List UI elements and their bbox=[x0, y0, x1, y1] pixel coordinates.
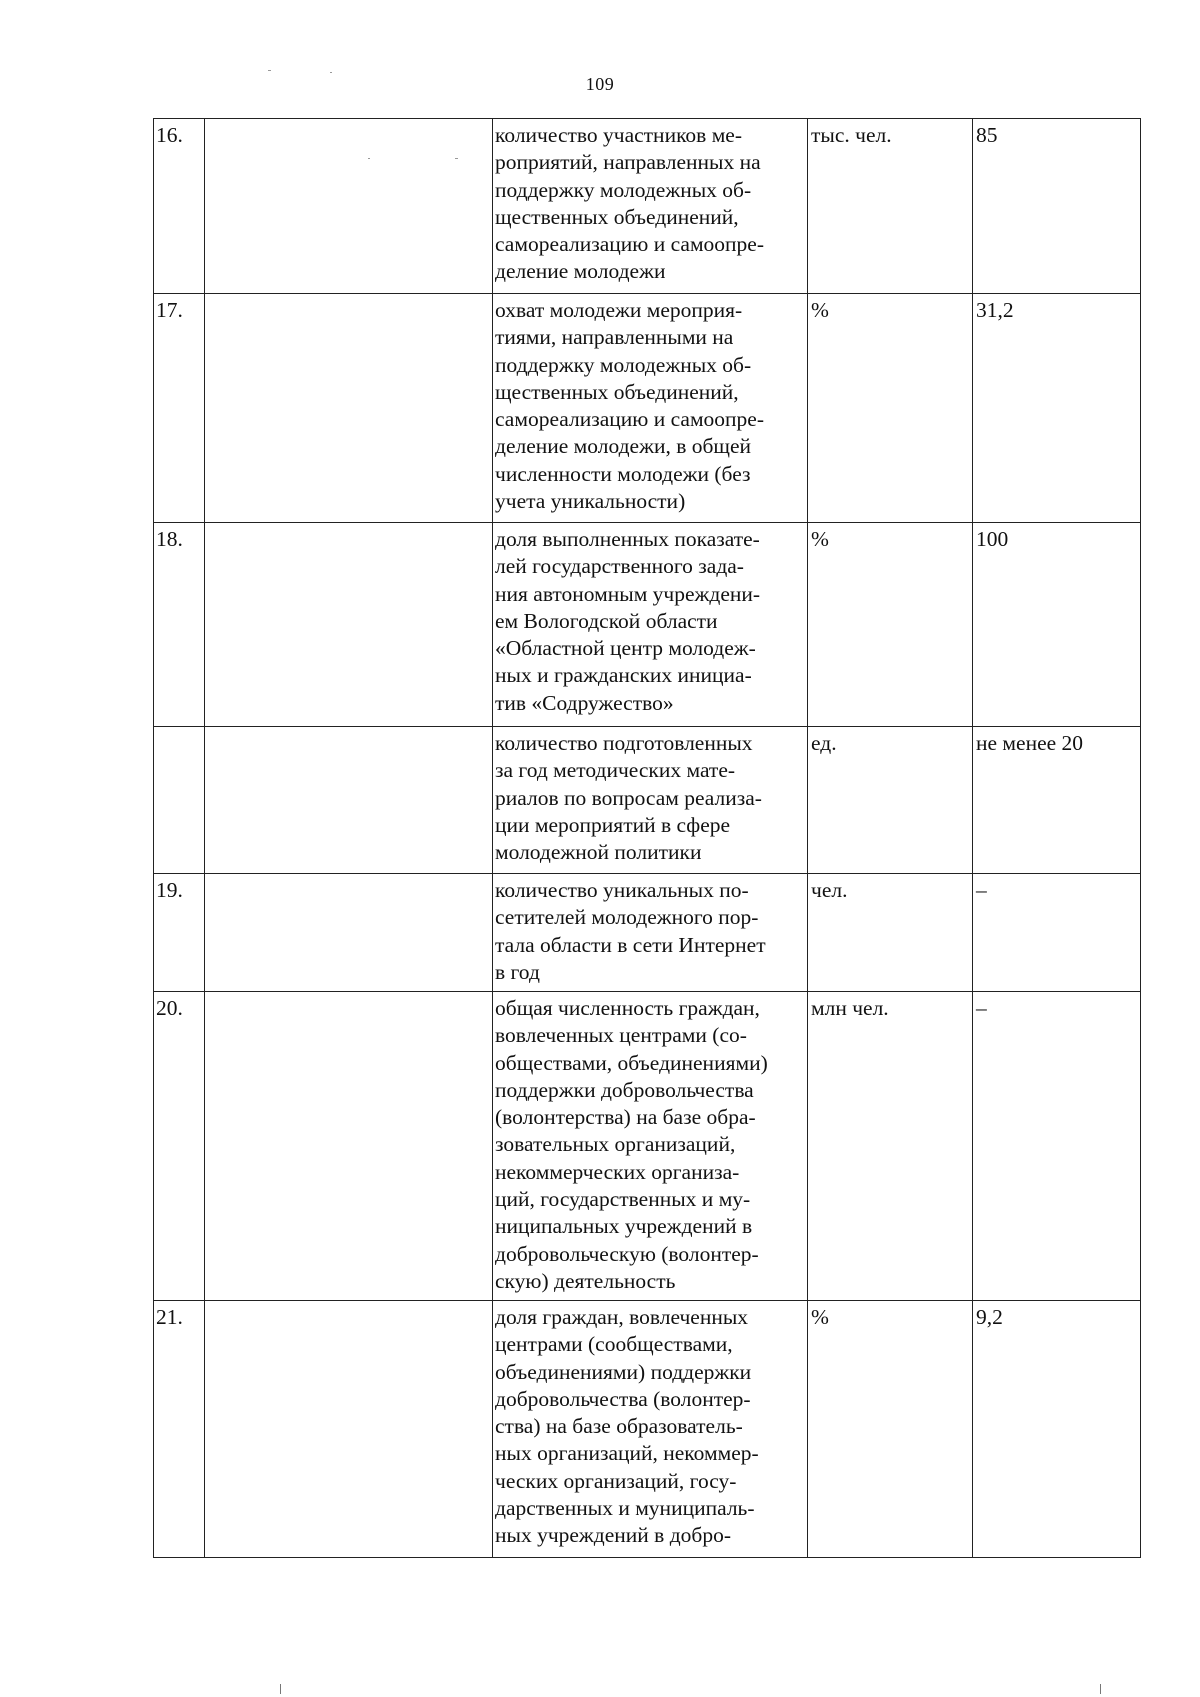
scan-mark bbox=[1100, 1684, 1101, 1694]
scan-mark bbox=[280, 1684, 281, 1694]
indicator-cell: количество уникальных по- сетителей молодежного пор- тала области в сети Интернет в год bbox=[493, 874, 808, 992]
value-cell: – bbox=[973, 992, 1141, 1301]
scan-mark bbox=[268, 70, 271, 71]
indicators-table-body bbox=[154, 119, 1141, 1558]
unit-cell: % bbox=[808, 523, 973, 727]
row-number-cell: 21. bbox=[154, 1301, 205, 1558]
unit-cell: млн чел. bbox=[808, 992, 973, 1301]
value-cell: – bbox=[973, 874, 1141, 992]
program-name-cell bbox=[205, 294, 493, 523]
unit-cell: % bbox=[808, 294, 973, 523]
scan-mark bbox=[368, 158, 370, 159]
row-number-cell: 19. bbox=[154, 874, 205, 992]
value-cell: 9,2 bbox=[973, 1301, 1141, 1558]
value-cell: 100 bbox=[973, 523, 1141, 727]
program-name-cell bbox=[205, 1301, 493, 1558]
row-number-cell: 17. bbox=[154, 294, 205, 523]
indicator-cell: доля граждан, вовлеченных центрами (сообществами, объединениями) поддержки добровольчества (волонтер- ства) на базе образователь- ных организаций, некоммер- ческих организаций, госу- дарственных и муниципаль- ных учреждений в добро- bbox=[493, 1301, 808, 1558]
table-row bbox=[154, 992, 1141, 1301]
indicator-cell: количество участников ме- роприятий, направленных на поддержку молодежных об- щественных объединений, самореализацию и самоопре- деление молодежи bbox=[493, 119, 808, 294]
value-cell: не менее 20 bbox=[973, 727, 1141, 874]
scan-mark bbox=[330, 72, 332, 73]
indicator-cell: доля выполненных показате- лей государственного зада- ния автономным учреждени- ем Вологодской области «Областной центр молодеж- ных и гражданских инициа- тив «Содружество» bbox=[493, 523, 808, 727]
table-row bbox=[154, 294, 1141, 523]
table-row bbox=[154, 874, 1141, 992]
program-name-cell bbox=[205, 992, 493, 1301]
unit-cell: % bbox=[808, 1301, 973, 1558]
value-cell: 85 bbox=[973, 119, 1141, 294]
program-name-cell bbox=[205, 727, 493, 874]
row-number-cell: 16. bbox=[154, 119, 205, 294]
scan-mark bbox=[455, 158, 458, 159]
value-cell: 31,2 bbox=[973, 294, 1141, 523]
table-row bbox=[154, 119, 1141, 294]
indicator-cell: количество подготовленных за год методических мате- риалов по вопросам реализа- ции мероприятий в сфере молодежной политики bbox=[493, 727, 808, 874]
row-number-cell: 18. bbox=[154, 523, 205, 727]
indicator-cell: охват молодежи мероприя- тиями, направленными на поддержку молодежных об- щественных объединений, самореализацию и самоопре- деление молодежи, в общей численности молодежи (без учета уникальности) bbox=[493, 294, 808, 523]
program-name-cell bbox=[205, 523, 493, 727]
indicator-cell: общая численность граждан, вовлеченных центрами (со- обществами, объединениями) поддержки добровольчества (волонтерства) на базе обра- зовательных организаций, некоммерческих организа- ций, государственных и му- ниципальных учреждений в добровольческую (волонтер- скую) деятельность bbox=[493, 992, 808, 1301]
table-row bbox=[154, 1301, 1141, 1558]
indicators-table bbox=[153, 118, 1141, 1558]
unit-cell: чел. bbox=[808, 874, 973, 992]
table-row bbox=[154, 523, 1141, 727]
unit-cell: ед. bbox=[808, 727, 973, 874]
page-number: 109 bbox=[585, 74, 615, 94]
unit-cell: тыс. чел. bbox=[808, 119, 973, 294]
program-name-cell bbox=[205, 874, 493, 992]
row-number-cell bbox=[154, 727, 205, 874]
program-name-cell bbox=[205, 119, 493, 294]
table-row bbox=[154, 727, 1141, 874]
row-number-cell: 20. bbox=[154, 992, 205, 1301]
